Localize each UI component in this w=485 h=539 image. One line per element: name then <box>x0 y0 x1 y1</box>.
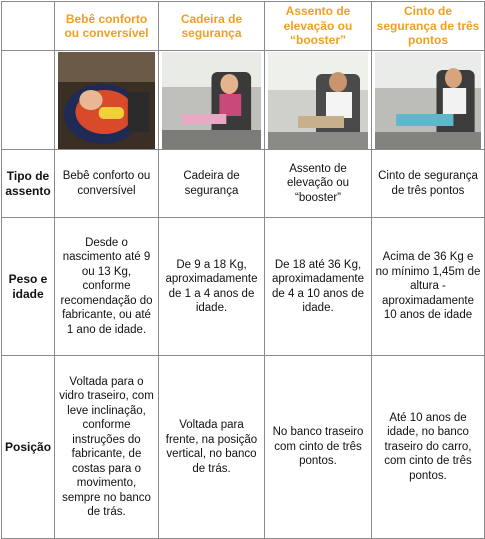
row-peso <box>2 218 485 356</box>
cell-tipo-child: Cadeira de segurança <box>159 150 265 218</box>
cell-peso-booster: De 18 até 36 Kg, aproximadamente de 4 a 10 anos de idade. <box>265 218 372 356</box>
header-row <box>2 2 485 51</box>
cell-tipo-infant: Bebê conforto ou conversível <box>55 150 159 218</box>
header-infant-seat: Bebê conforto ou conversível <box>55 2 159 51</box>
child-safety-seat-photo <box>162 52 261 149</box>
image-row <box>2 51 485 150</box>
booster-seat-photo <box>268 52 368 149</box>
row-tipo <box>2 150 485 218</box>
infant-car-seat-photo <box>58 52 155 149</box>
cell-posicao-booster: No banco traseiro com cinto de três pontos. <box>265 356 372 539</box>
image-empty-cell <box>2 51 55 150</box>
cell-tipo-belt: Cinto de segurança de três pontos <box>372 150 485 218</box>
row-label-tipo: Tipo de assento <box>2 150 55 218</box>
cell-posicao-infant: Voltada para o vidro traseiro, com leve inclinação, conforme instruções do fabricante, de costas para o movimento, sempre no banco de trás. <box>55 356 159 539</box>
header-seat-belt: Cinto de segurança de três pontos <box>372 2 485 51</box>
seat-belt-photo <box>375 52 481 149</box>
cell-tipo-booster: Assento de elevação ou “booster” <box>265 150 372 218</box>
header-child-seat: Cadeira de segurança <box>159 2 265 51</box>
row-label-peso: Peso e idade <box>2 218 55 356</box>
header-empty-cell <box>2 2 55 51</box>
row-label-posicao: Posição <box>2 356 55 539</box>
cell-posicao-belt: Até 10 anos de idade, no banco traseiro do carro, com cinto de três pontos. <box>372 356 485 539</box>
row-posicao <box>2 356 485 539</box>
car-seat-table <box>1 1 485 539</box>
cell-posicao-child: Voltada para frente, na posição vertical, no banco de trás. <box>159 356 265 539</box>
cell-peso-infant: Desde o nascimento até 9 ou 13 Kg, conforme recomendação do fabricante, ou até 1 ano de idade. <box>55 218 159 356</box>
header-booster-seat: Assento de elevação ou “booster” <box>265 2 372 51</box>
cell-peso-child: De 9 a 18 Kg, aproximadamente de 1 a 4 anos de idade. <box>159 218 265 356</box>
cell-peso-belt: Acima de 36 Kg e no mínimo 1,45m de altura - aproximadamente 10 anos de idade <box>372 218 485 356</box>
